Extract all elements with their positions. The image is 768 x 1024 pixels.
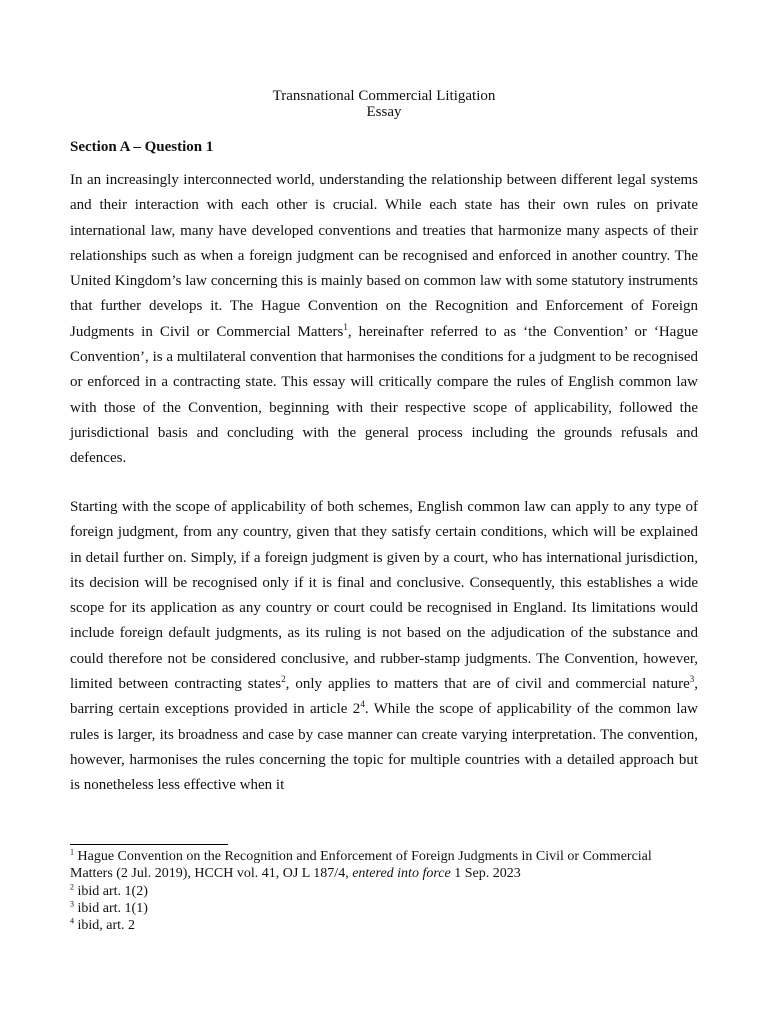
footnote-1 [70,848,698,883]
footnote-ref-4[interactable]: 4 [360,699,365,710]
footnote-text: ibid art. 1(2) [74,883,148,899]
footnote-4 [70,917,698,934]
footnote-ref-3[interactable]: 3 [689,674,695,685]
paragraph-scope [70,495,698,799]
paragraph-text: , hereinafter referred to as ‘the Convention’ or ‘Hague Convention’, is a multilateral convention that harmonises the conditions for a judgment to be recognised or enforced in a contracting state. This essay will critically compare the rules of English common law with those of the Convention, beginning with their respective scope of applicability, followed the jurisdictional basis and concluding with the general process including the grounds refusals and defences. [70,323,699,467]
paragraph-text: , only applies to matters that are of civil and commercial nature [285,676,690,693]
footnote-3 [70,900,698,917]
footnote-text: ibid art. 1(1) [74,900,148,916]
footnote-number: 1 [70,847,74,857]
footnote-italic-text: entered into force [352,866,451,882]
paragraph-introduction [70,168,698,472]
footnote-text: ibid, art. 2 [74,918,136,934]
section-heading: Section A – Question 1 [70,139,214,155]
footnotes [70,848,698,934]
document-title: Transnational Commercial Litigation [272,88,496,104]
footnote-2 [70,883,698,900]
footnote-number: 3 [70,899,74,909]
paragraph-text: In an increasingly interconnected world, understanding the relationship between different legal systems and their interaction with each other is crucial. While each state has their own rules on private international law, many have developed conventions and treaties that harmonize many aspects of their relationships such as when a foreign judgment can be recognised and enforced in another country. The United Kingdom’s law concerning this is mainly based on common law with some statutory instruments that further develops it. The Hague Convention on the Recognition and Enforcement of Foreign Judgments in Civil or Commercial Matters [70,172,698,340]
footnote-number: 4 [70,916,74,926]
footnote-text: 1 Sep. 2023 [450,866,521,882]
paragraph-text: Starting with the scope of applicability of both schemes, English common law can apply to any type of foreign judgment, from any country, given that they satisfy certain conditions, which will be explained in detail further on. Simply, if a foreign judgment is given by a court, who has international jurisdiction, its decision will be recognised only if it is final and conclusive. Consequently, this establishes a wide scope for its application as any country or court could be recognised in England. Its limitations would include foreign default judgments, as its ruling is not based on the adjudication of the substance and could therefore not be considered conclusive, and rubber-stamp judgments. The Convention, however, limited between contracting states [70,499,698,693]
title-block [0,88,768,120]
footnote-ref-2[interactable]: 2 [281,674,286,685]
footnote-text: Hague Convention on the Recognition and Enforcement of Foreign Judgments in Civil or Commercial Matters (2 Jul. 2019), HCCH vol. 41, OJ L 187/4, [70,849,652,882]
document-subtitle: Essay [366,104,402,120]
paragraph-text: . While the scope of applicability of the common law rules is larger, its broadness and case by case manner can create varying interpretation. The convention, however, harmonises the rules concerning the topic for multiple countries with a detailed approach but is nonetheless less effective when it [70,701,698,794]
footnote-separator [70,844,228,845]
footnote-number: 2 [70,881,74,891]
footnote-ref-1[interactable]: 1 [343,321,348,332]
paragraph-text: , barring certain exceptions provided in article 2 [70,676,699,718]
